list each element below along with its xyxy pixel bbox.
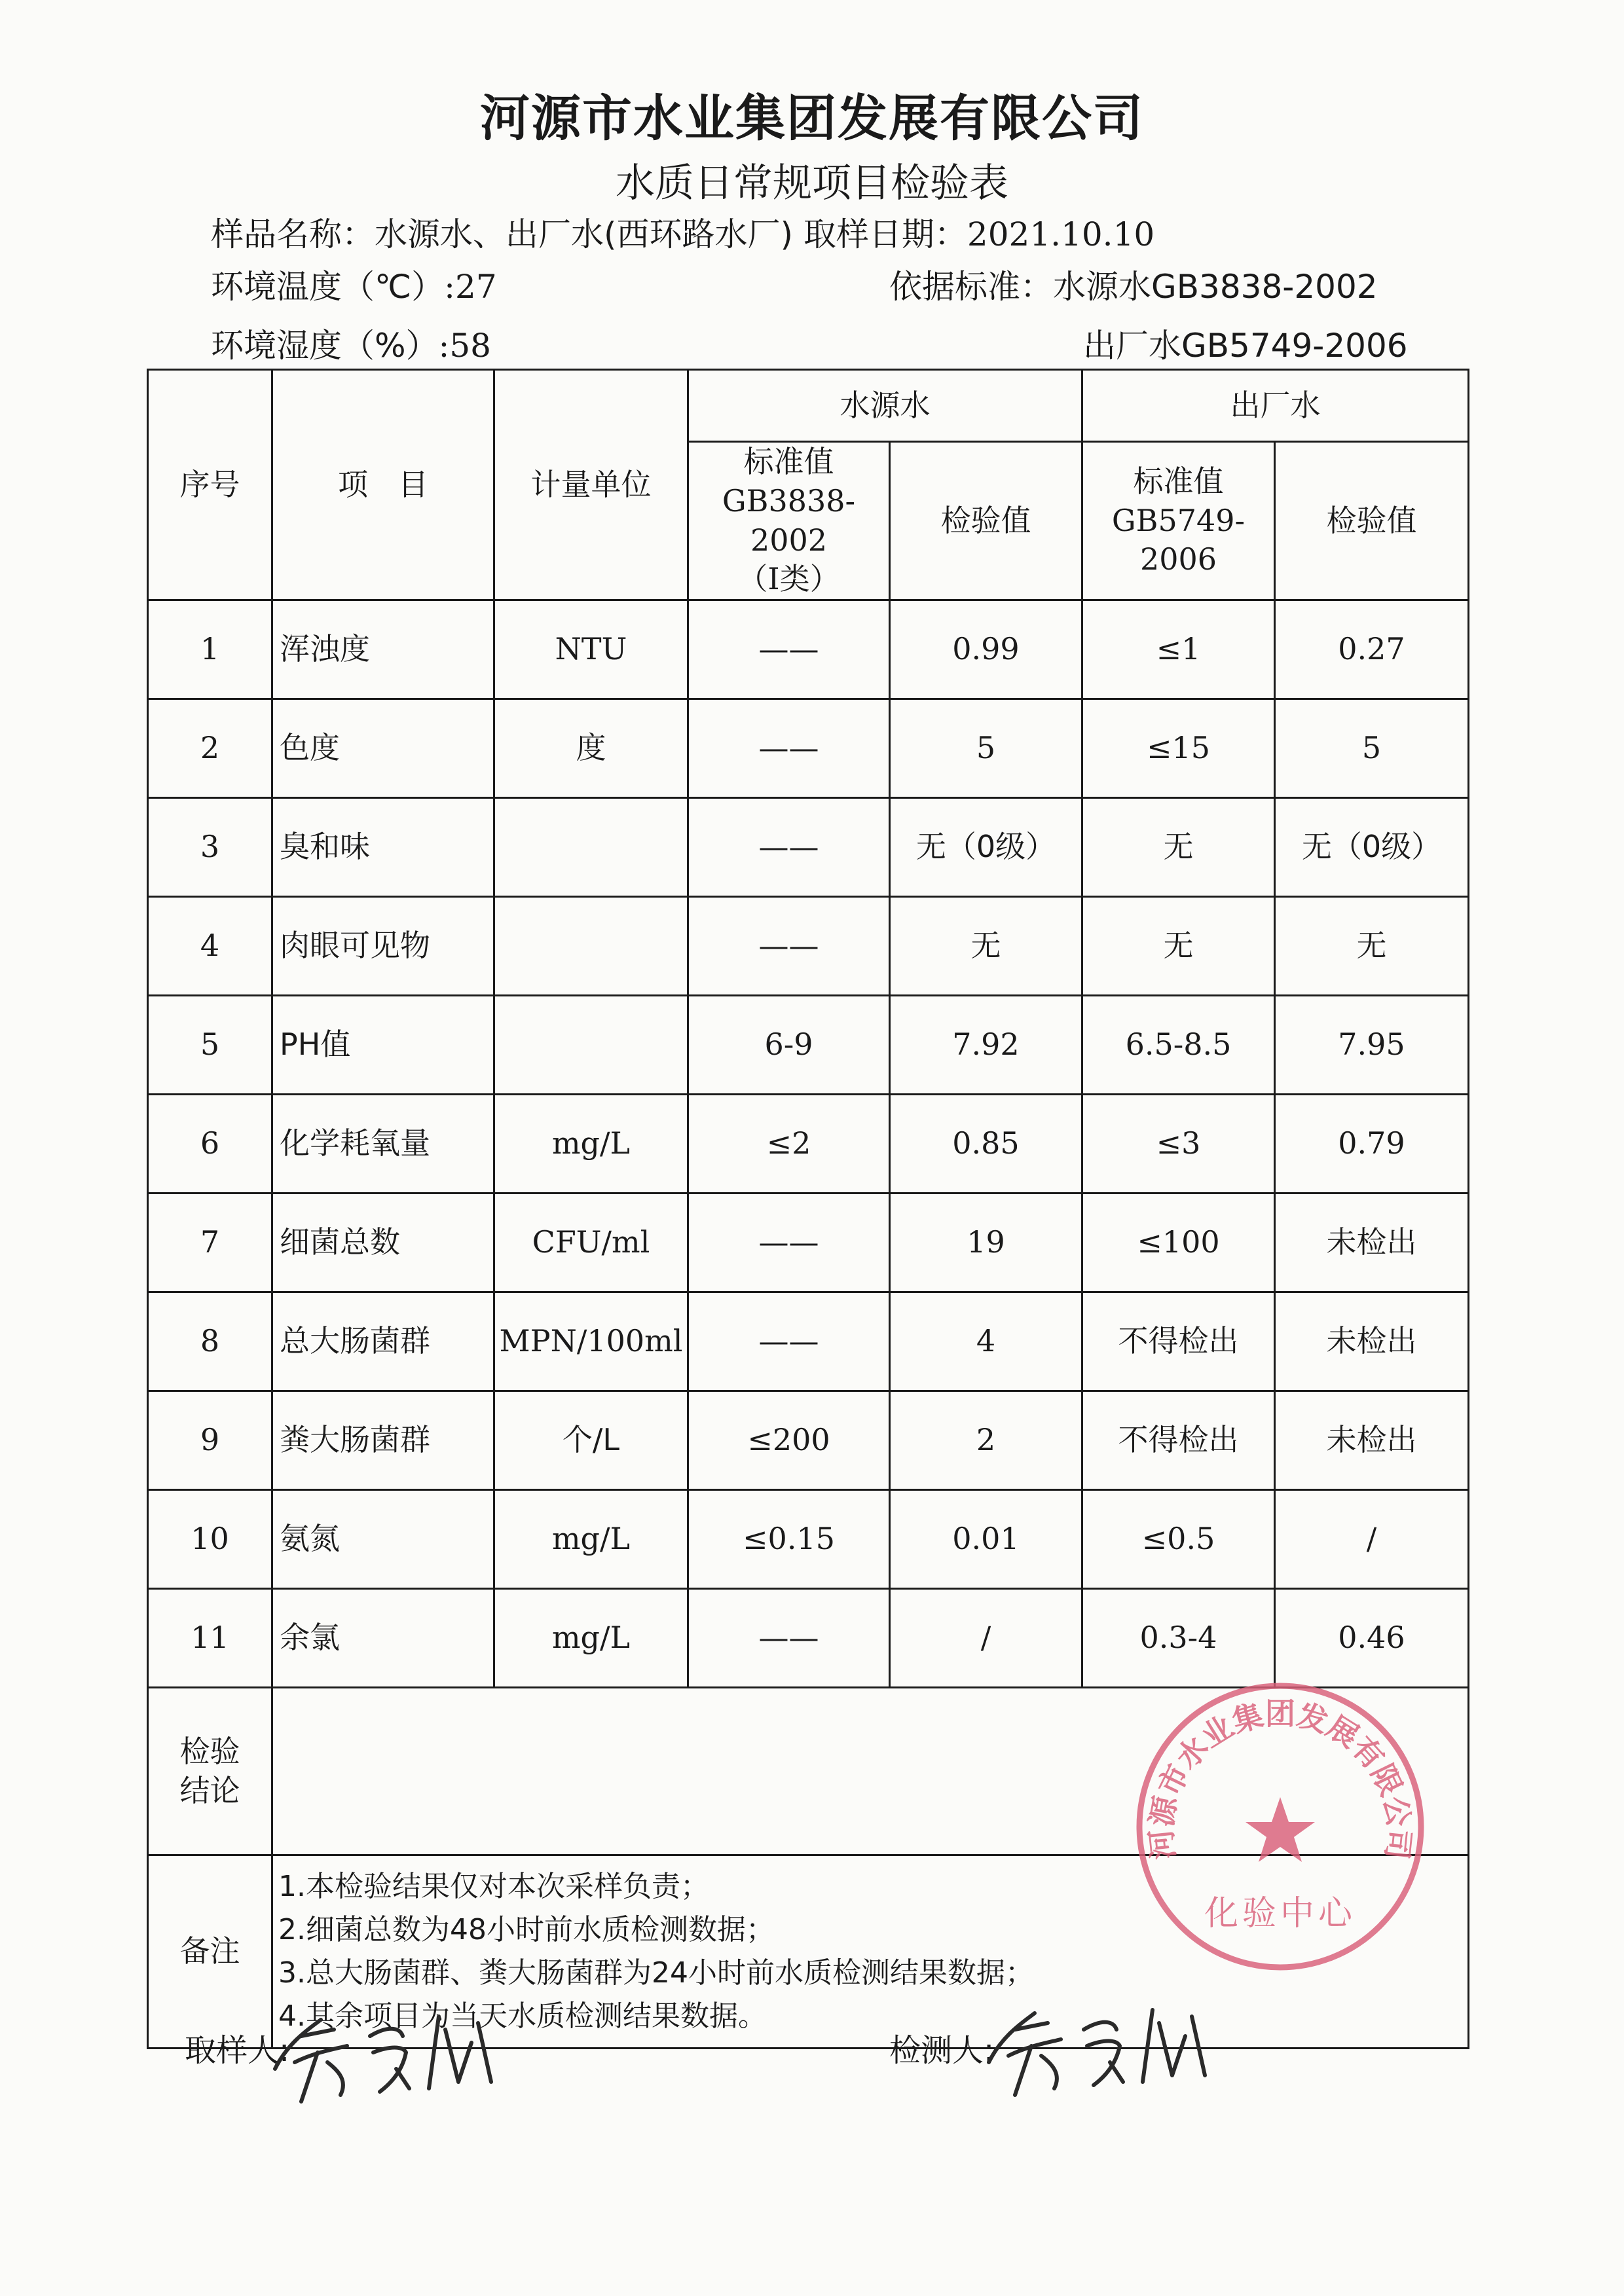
header-unit: 计量单位: [494, 370, 688, 600]
row-plant-standard: 不得检出: [1082, 1391, 1275, 1490]
row-plant-standard: 无: [1082, 897, 1275, 996]
row-source-standard: ≤2: [688, 1095, 890, 1194]
standard-source: 水源水GB3838-2002: [1053, 268, 1378, 306]
row-plant-standard: 无: [1082, 798, 1275, 897]
row-item: 浑浊度: [272, 600, 494, 699]
row-seq: 8: [148, 1292, 272, 1391]
conclusion-label: [148, 1688, 272, 1855]
header-source-water: 水源水: [688, 370, 1082, 442]
row-seq: 5: [148, 996, 272, 1095]
row-item: 总大肠菌群: [272, 1292, 494, 1391]
row-plant-value: 未检出: [1275, 1292, 1469, 1391]
tester-signature: [976, 1984, 1225, 2102]
row-seq: 2: [148, 699, 272, 798]
row-unit: 个/L: [494, 1391, 688, 1490]
row-plant-standard: ≤1: [1082, 600, 1275, 699]
header-source-test: 检验值: [890, 442, 1082, 600]
row-source-value: 无: [890, 897, 1082, 996]
remark-line: 4.其余项目为当天水质检测结果数据。: [278, 1999, 767, 2033]
row-source-standard: ——: [688, 798, 890, 897]
sample-date-label: 取样日期：: [803, 215, 967, 253]
row-source-standard: ——: [688, 897, 890, 996]
seal-center-text: 化验中心: [1204, 1894, 1357, 1933]
row-unit: [494, 996, 688, 1095]
row-source-value: 无（0级）: [890, 798, 1082, 897]
row-source-value: 19: [890, 1194, 1082, 1292]
source-standard-line3: （Ⅰ类）: [737, 561, 840, 597]
row-source-value: 7.92: [890, 996, 1082, 1095]
row-item: 色度: [272, 699, 494, 798]
table-row: [148, 699, 1469, 798]
row-unit: NTU: [494, 600, 688, 699]
row-source-value: 2: [890, 1391, 1082, 1490]
row-source-standard: ——: [688, 600, 890, 699]
row-plant-standard: ≤3: [1082, 1095, 1275, 1194]
sample-info-line: [211, 208, 1154, 255]
standard-plant: 出厂水GB5749-2006: [1083, 327, 1408, 365]
row-item: 化学耗氧量: [272, 1095, 494, 1194]
row-unit: mg/L: [494, 1490, 688, 1589]
row-item: PH值: [272, 996, 494, 1095]
row-seq: 4: [148, 897, 272, 996]
row-item: 粪大肠菌群: [272, 1391, 494, 1490]
row-item: 肉眼可见物: [272, 897, 494, 996]
seal-ring-text: 河源市水业集团发展有限公司: [1143, 1696, 1418, 1861]
row-plant-standard: 不得检出: [1082, 1292, 1275, 1391]
row-unit: [494, 897, 688, 996]
row-source-standard: ——: [688, 1194, 890, 1292]
row-source-value: /: [890, 1589, 1082, 1688]
table-row: [148, 1194, 1469, 1292]
row-plant-value: 5: [1275, 699, 1469, 798]
row-item: 细菌总数: [272, 1194, 494, 1292]
row-seq: 11: [148, 1589, 272, 1688]
row-seq: 9: [148, 1391, 272, 1490]
row-seq: 3: [148, 798, 272, 897]
table-row: [148, 1292, 1469, 1391]
row-source-standard: 6-9: [688, 996, 890, 1095]
sample-name-value: 水源水、出厂水(西环路水厂): [375, 215, 794, 253]
sample-name-label: 样品名称：: [211, 215, 375, 253]
table-row: [148, 798, 1469, 897]
temperature-label: 环境温度（℃）: [211, 268, 445, 306]
row-plant-standard: 6.5-8.5: [1082, 996, 1275, 1095]
header-plant-standard: [1082, 442, 1275, 600]
row-source-value: 4: [890, 1292, 1082, 1391]
remark-line: 3.总大肠菌群、粪大肠菌群为24小时前水质检测结果数据；: [278, 1956, 1034, 1990]
row-seq: 1: [148, 600, 272, 699]
sample-date-value: 2021.10.10: [967, 215, 1155, 253]
row-source-value: 0.99: [890, 600, 1082, 699]
row-plant-standard: 0.3-4: [1082, 1589, 1275, 1688]
table-row: [148, 897, 1469, 996]
table-row: [148, 996, 1469, 1095]
form-title: 水质日常规项目检验表: [616, 160, 1008, 206]
row-plant-value: 0.27: [1275, 600, 1469, 699]
row-plant-value: 7.95: [1275, 996, 1469, 1095]
sampler-signature: [262, 1990, 511, 2108]
temperature-line: [211, 261, 497, 308]
standard-plant-line: [1083, 319, 1408, 367]
table-row: [148, 600, 1469, 699]
header-item: 项 目: [272, 370, 494, 600]
row-source-standard: ——: [688, 1292, 890, 1391]
row-plant-value: 0.46: [1275, 1589, 1469, 1688]
row-plant-value: 0.79: [1275, 1095, 1469, 1194]
row-source-standard: ≤0.15: [688, 1490, 890, 1589]
header-plant-water: 出厂水: [1082, 370, 1469, 442]
header-plant-test: 检验值: [1275, 442, 1469, 600]
humidity-label: 环境湿度（%）: [211, 327, 439, 365]
row-unit: [494, 798, 688, 897]
row-source-value: 0.85: [890, 1095, 1082, 1194]
row-seq: 10: [148, 1490, 272, 1589]
standard-line: [889, 261, 1378, 308]
row-plant-value: 无: [1275, 897, 1469, 996]
tester-label: 检测人:: [889, 2032, 995, 2069]
row-seq: 7: [148, 1194, 272, 1292]
conclusion-label-line2: 结论: [179, 1772, 240, 1808]
row-item: 臭和味: [272, 798, 494, 897]
seal-graphic: [1139, 1686, 1421, 1967]
humidity-line: [211, 319, 491, 367]
table-row: [148, 1391, 1469, 1490]
source-standard-line2: GB3838-2002: [722, 483, 856, 558]
standard-label: 依据标准：: [889, 268, 1053, 306]
remark-line: 2.细菌总数为48小时前水质检测数据；: [278, 1913, 775, 1947]
row-unit: mg/L: [494, 1095, 688, 1194]
company-title: 河源市水业集团发展有限公司: [480, 89, 1144, 147]
plant-standard-line2: GB5749-2006: [1111, 502, 1246, 577]
row-plant-standard: ≤100: [1082, 1194, 1275, 1292]
remark-line: 1.本检验结果仅对本次采样负责；: [278, 1870, 709, 1904]
row-plant-standard: ≤15: [1082, 699, 1275, 798]
row-unit: CFU/ml: [494, 1194, 688, 1292]
seal-star-icon: [1246, 1797, 1315, 1862]
data-rows: [148, 600, 1469, 1688]
row-plant-value: 未检出: [1275, 1391, 1469, 1490]
plant-standard-line1: 标准值: [1133, 463, 1224, 499]
row-unit: mg/L: [494, 1589, 688, 1688]
row-item: 氨氮: [272, 1490, 494, 1589]
row-plant-value: 无（0级）: [1275, 798, 1469, 897]
row-plant-value: 未检出: [1275, 1194, 1469, 1292]
table-row: [148, 1095, 1469, 1194]
row-source-standard: ——: [688, 699, 890, 798]
row-unit: 度: [494, 699, 688, 798]
row-source-standard: ——: [688, 1589, 890, 1688]
row-source-standard: ≤200: [688, 1391, 890, 1490]
temperature-value: :27: [444, 268, 497, 306]
table-row: [148, 1490, 1469, 1589]
header-row-1: [148, 370, 1469, 442]
humidity-value: :58: [438, 327, 491, 365]
header-source-standard: [688, 442, 890, 600]
header-seq: 序号: [148, 370, 272, 600]
source-standard-line1: 标准值: [743, 444, 834, 479]
row-seq: 6: [148, 1095, 272, 1194]
row-item: 余氯: [272, 1589, 494, 1688]
row-plant-value: /: [1275, 1490, 1469, 1589]
row-source-value: 0.01: [890, 1490, 1082, 1589]
row-unit: MPN/100ml: [494, 1292, 688, 1391]
company-seal-stamp: [1126, 1673, 1434, 1980]
row-plant-standard: ≤0.5: [1082, 1490, 1275, 1589]
remarks-label: 备注: [148, 1855, 272, 2049]
row-source-value: 5: [890, 699, 1082, 798]
conclusion-label-line1: 检验: [179, 1733, 240, 1769]
sampler-label: 取样人:: [185, 2032, 290, 2069]
